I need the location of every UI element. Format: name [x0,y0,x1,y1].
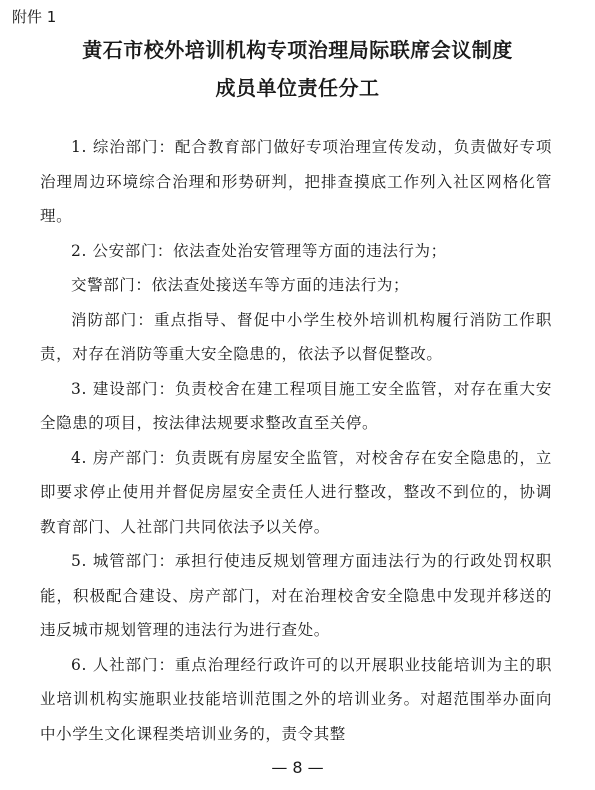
document-body [40,130,552,751]
paragraph-construction: 3. 建设部门：负责校舍在建工程项目施工安全监管，对存在重大安全隐患的项目，按法律法规要求整改直至关停。 [40,379,552,432]
paragraph-human-resources: 6. 人社部门：重点治理经行政许可的以开展职业技能培训为主的职业培训机构实施职业技能培训范围之外的培训业务。对超范围举办面向中小学生文化课程类培训业务的，责令其整 [40,655,552,743]
document-title: 黄石市校外培训机构专项治理局际联席会议制度 [82,38,513,62]
page-number: — 8 — [271,758,324,777]
attachment-label: 附件 1 [12,8,57,26]
paragraph-fire-department: 消防部门：重点指导、督促中小学生校外培训机构履行消防工作职责，对存在消防等重大安全隐患的，依法予以督促整改。 [40,310,552,363]
document-subtitle: 成员单位责任分工 [215,76,380,100]
paragraph-housing: 4. 房产部门：负责既有房屋安全监管，对校舍存在安全隐患的，立即要求停止使用并督促房屋安全责任人进行整改，整改不到位的，协调教育部门、人社部门共同依法予以关停。 [40,448,552,536]
paragraph-public-security: 2. 公安部门：依法查处治安管理等方面的违法行为； [71,241,447,260]
paragraph-comprehensive-governance: 1. 综治部门：配合教育部门做好专项治理宣传发动，负责做好专项治理周边环境综合治理和形势研判，把排查摸底工作列入社区网格化管理。 [40,138,552,225]
paragraph-urban-management: 5. 城管部门：承担行使违反规划管理方面违法行为的行政处罚权职能，积极配合建设、房产部门，对在治理校舍安全隐患中发现并移送的违反城市规划管理的违法行为进行查处。 [40,552,552,639]
paragraph-traffic-police: 交警部门：依法查处接送车等方面的违法行为； [71,276,410,294]
